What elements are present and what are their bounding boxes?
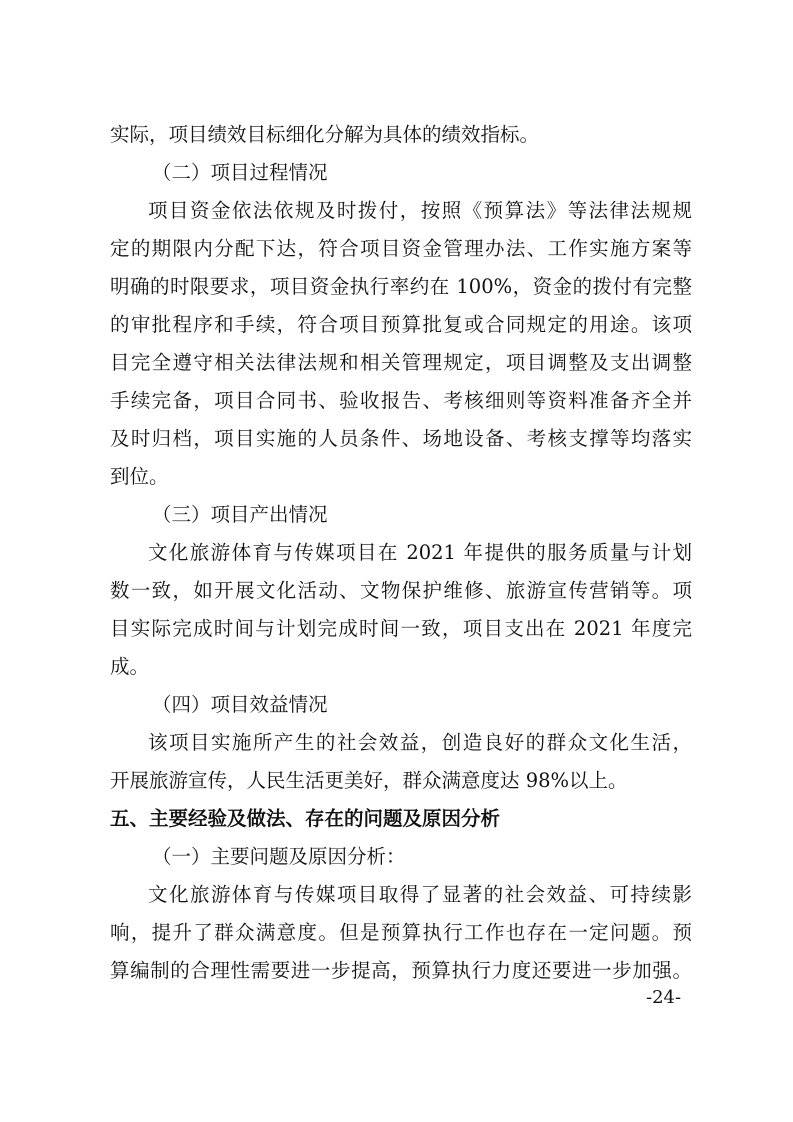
- body-text-line: 算编制的合理性需要进一步提高，预算执行力度还要进一步加强。: [110, 959, 692, 982]
- body-text-line: 目完全遵守相关法律法规和相关管理规定，项目调整及支出调整: [110, 351, 692, 374]
- paragraph-first-line: 文化旅游体育与传媒项目取得了显著的社会效益、可持续影: [148, 883, 692, 906]
- paragraph-first-line: 项目资金依法依规及时拨付，按照《预算法》等法律法规规: [148, 199, 692, 222]
- body-text-line: 明确的时限要求，项目资金执行率约在 100%，资金的拨付有完整: [110, 275, 692, 298]
- body-text-line: 定的期限内分配下达，符合项目资金管理办法、工作实施方案等: [110, 237, 692, 260]
- subsection-heading: （四）项目效益情况: [152, 693, 328, 716]
- paragraph-first-line: 该项目实施所产生的社会效益，创造良好的群众文化生活，: [148, 731, 692, 754]
- body-text-line: 手续完备，项目合同书、验收报告、考核细则等资料准备齐全并: [110, 389, 692, 412]
- section-heading: 五、主要经验及做法、存在的问题及原因分析: [110, 807, 501, 830]
- body-text-line: 到位。: [110, 465, 169, 488]
- body-text-line: 及时归档，项目实施的人员条件、场地设备、考核支撑等均落实: [110, 427, 692, 450]
- body-text-line: 数一致，如开展文化活动、文物保护维修、旅游宣传营销等。项: [110, 579, 692, 602]
- body-text-line: 实际，项目绩效目标细化分解为具体的绩效指标。: [110, 123, 540, 146]
- subsection-heading: （一）主要问题及原因分析：: [152, 845, 406, 868]
- body-text-line: 目实际完成时间与计划完成时间一致，项目支出在 2021 年度完: [110, 617, 692, 640]
- paragraph-first-line: 文化旅游体育与传媒项目在 2021 年提供的服务质量与计划: [148, 541, 692, 564]
- body-text-line: 响，提升了群众满意度。但是预算执行工作也存在一定问题。预: [110, 921, 692, 944]
- body-text-line: 的审批程序和手续，符合项目预算批复或合同规定的用途。该项: [110, 313, 692, 336]
- subsection-heading: （二）项目过程情况: [152, 161, 328, 184]
- body-text-line: 成。: [110, 655, 150, 678]
- body-text-line: 开展旅游宣传，人民生活更美好，群众满意度达 98%以上。: [110, 769, 628, 792]
- subsection-heading: （三）项目产出情况: [152, 503, 328, 526]
- page-number: -24-: [646, 987, 682, 1008]
